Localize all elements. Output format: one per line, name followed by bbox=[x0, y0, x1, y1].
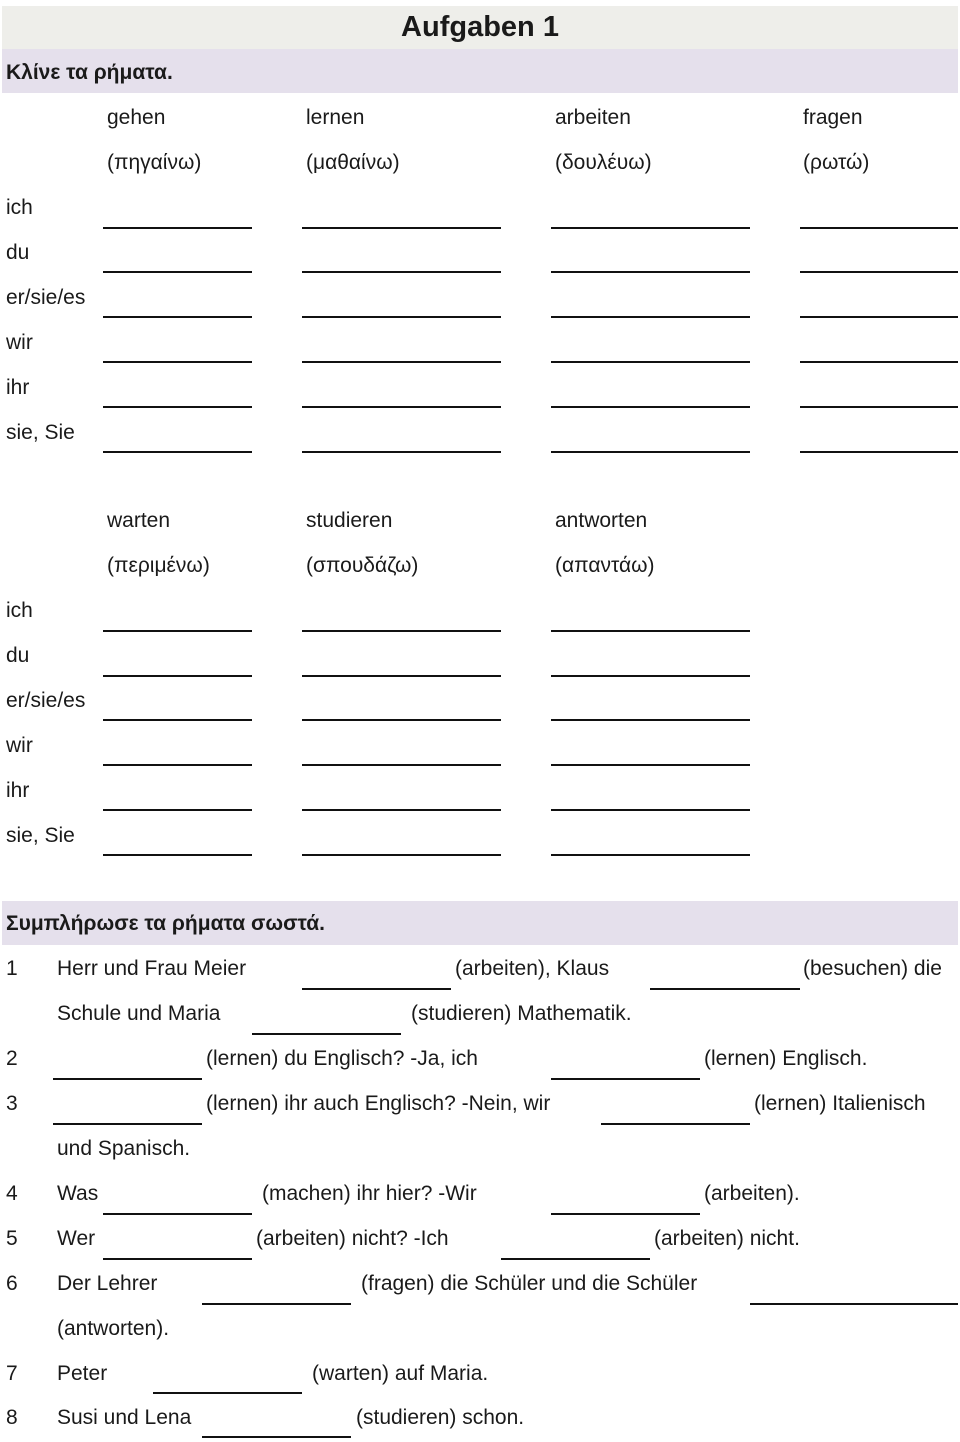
item-text: Wer bbox=[57, 1227, 96, 1250]
item-text: (arbeiten). bbox=[704, 1182, 800, 1205]
item-text: (studieren) Mathematik. bbox=[411, 1002, 632, 1025]
answer-blank[interactable] bbox=[103, 361, 252, 363]
item-text: (arbeiten) nicht. bbox=[654, 1227, 800, 1250]
answer-blank[interactable] bbox=[551, 630, 750, 632]
pronoun-label: ihr bbox=[6, 376, 30, 399]
answer-blank[interactable] bbox=[551, 764, 750, 766]
answer-blank[interactable] bbox=[551, 451, 750, 453]
answer-blank[interactable] bbox=[103, 406, 252, 408]
answer-blank[interactable] bbox=[551, 406, 750, 408]
answer-blank[interactable] bbox=[650, 988, 800, 990]
item-text: Susi und Lena bbox=[57, 1406, 192, 1429]
verb-header-studieren: studieren bbox=[306, 509, 393, 532]
item-text: Der Lehrer bbox=[57, 1272, 158, 1295]
item-number: 2 bbox=[6, 1047, 18, 1070]
verb-translation-arbeiten: (δουλέυω) bbox=[555, 151, 652, 174]
item-number: 8 bbox=[6, 1406, 18, 1429]
answer-blank[interactable] bbox=[551, 854, 750, 856]
item-text: (studieren) schon. bbox=[356, 1406, 525, 1429]
pronoun-label: er/sie/es bbox=[6, 689, 86, 712]
answer-blank[interactable] bbox=[601, 1123, 750, 1125]
answer-blank[interactable] bbox=[302, 630, 501, 632]
verb-translation-warten: (περιμένω) bbox=[107, 554, 210, 577]
pronoun-label: du bbox=[6, 241, 30, 264]
section2-instruction: Συμπλήρωσε τα ρήματα σωστά. bbox=[6, 912, 326, 935]
answer-blank[interactable] bbox=[800, 271, 958, 273]
answer-blank[interactable] bbox=[302, 451, 501, 453]
verb-header-fragen: fragen bbox=[803, 106, 863, 129]
section1-instruction: Κλίνε τα ρήματα. bbox=[6, 61, 173, 84]
verb-translation-fragen: (ρωτώ) bbox=[803, 151, 870, 174]
item-text: (arbeiten), Klaus bbox=[455, 957, 610, 980]
pronoun-label: du bbox=[6, 644, 30, 667]
answer-blank[interactable] bbox=[551, 1213, 700, 1215]
pronoun-label: ich bbox=[6, 196, 33, 219]
verb-header-gehen: gehen bbox=[107, 106, 166, 129]
verb-translation-studieren: (σπουδάζω) bbox=[306, 554, 419, 577]
answer-blank[interactable] bbox=[302, 406, 501, 408]
answer-blank[interactable] bbox=[551, 675, 750, 677]
item-text: (besuchen) die bbox=[803, 957, 942, 980]
item-number: 7 bbox=[6, 1362, 18, 1385]
answer-blank[interactable] bbox=[302, 675, 501, 677]
answer-blank[interactable] bbox=[103, 764, 252, 766]
answer-blank[interactable] bbox=[103, 630, 252, 632]
answer-blank[interactable] bbox=[551, 361, 750, 363]
answer-blank[interactable] bbox=[800, 406, 958, 408]
item-text: und Spanisch. bbox=[57, 1137, 191, 1160]
answer-blank[interactable] bbox=[53, 1078, 202, 1080]
verb-translation-gehen: (πηγαίνω) bbox=[107, 151, 202, 174]
pronoun-label: sie, Sie bbox=[6, 421, 75, 444]
verb-header-arbeiten: arbeiten bbox=[555, 106, 631, 129]
pronoun-label: ich bbox=[6, 599, 33, 622]
pronoun-label: ihr bbox=[6, 779, 30, 802]
answer-blank[interactable] bbox=[103, 719, 252, 721]
item-text: (antworten). bbox=[57, 1317, 170, 1340]
answer-blank[interactable] bbox=[551, 316, 750, 318]
item-text: (machen) ihr hier? -Wir bbox=[262, 1182, 477, 1205]
answer-blank[interactable] bbox=[252, 1033, 401, 1035]
answer-blank[interactable] bbox=[103, 1258, 252, 1260]
item-text: (lernen) Englisch. bbox=[704, 1047, 868, 1070]
answer-blank[interactable] bbox=[103, 316, 252, 318]
answer-blank[interactable] bbox=[302, 361, 501, 363]
item-text: Herr und Frau Meier bbox=[57, 957, 247, 980]
item-number: 5 bbox=[6, 1227, 18, 1250]
item-number: 1 bbox=[6, 957, 18, 980]
pronoun-label: wir bbox=[6, 734, 33, 757]
answer-blank[interactable] bbox=[103, 675, 252, 677]
answer-blank[interactable] bbox=[153, 1392, 302, 1394]
answer-blank[interactable] bbox=[551, 1078, 700, 1080]
answer-blank[interactable] bbox=[302, 764, 501, 766]
item-text: (lernen) du Englisch? -Ja, ich bbox=[206, 1047, 478, 1070]
answer-blank[interactable] bbox=[202, 1436, 351, 1438]
answer-blank[interactable] bbox=[551, 271, 750, 273]
item-text: (arbeiten) nicht? -Ich bbox=[256, 1227, 449, 1250]
verb-translation-lernen: (μαθαίνω) bbox=[306, 151, 400, 174]
answer-blank[interactable] bbox=[103, 854, 252, 856]
answer-blank[interactable] bbox=[302, 271, 501, 273]
item-text: (warten) auf Maria. bbox=[312, 1362, 489, 1385]
answer-blank[interactable] bbox=[800, 451, 958, 453]
answer-blank[interactable] bbox=[302, 316, 501, 318]
answer-blank[interactable] bbox=[53, 1123, 202, 1125]
answer-blank[interactable] bbox=[103, 809, 252, 811]
item-text: Peter bbox=[57, 1362, 108, 1385]
item-text: (lernen) ihr auch Englisch? -Nein, wir bbox=[206, 1092, 551, 1115]
answer-blank[interactable] bbox=[302, 854, 501, 856]
item-text: Schule und Maria bbox=[57, 1002, 221, 1025]
answer-blank[interactable] bbox=[551, 809, 750, 811]
item-number: 3 bbox=[6, 1092, 18, 1115]
answer-blank[interactable] bbox=[103, 1213, 252, 1215]
verb-header-antworten: antworten bbox=[555, 509, 648, 532]
answer-blank[interactable] bbox=[302, 988, 451, 990]
item-text: (lernen) Italienisch bbox=[754, 1092, 926, 1115]
answer-blank[interactable] bbox=[800, 227, 958, 229]
item-text: Was bbox=[57, 1182, 99, 1205]
answer-blank[interactable] bbox=[800, 361, 958, 363]
pronoun-label: sie, Sie bbox=[6, 824, 75, 847]
answer-blank[interactable] bbox=[302, 227, 501, 229]
answer-blank[interactable] bbox=[302, 719, 501, 721]
answer-blank[interactable] bbox=[302, 809, 501, 811]
answer-blank[interactable] bbox=[551, 719, 750, 721]
answer-blank[interactable] bbox=[103, 227, 252, 229]
page-title: Aufgaben 1 bbox=[401, 11, 559, 43]
verb-header-warten: warten bbox=[107, 509, 171, 532]
item-number: 6 bbox=[6, 1272, 18, 1295]
verb-translation-antworten: (απαντάω) bbox=[555, 554, 655, 577]
answer-blank[interactable] bbox=[800, 316, 958, 318]
answer-blank[interactable] bbox=[103, 451, 252, 453]
pronoun-label: wir bbox=[6, 331, 33, 354]
item-number: 4 bbox=[6, 1182, 18, 1205]
answer-blank[interactable] bbox=[202, 1303, 351, 1305]
verb-header-lernen: lernen bbox=[306, 106, 365, 129]
answer-blank[interactable] bbox=[551, 227, 750, 229]
answer-blank[interactable] bbox=[103, 271, 252, 273]
item-text: (fragen) die Schüler und die Schüler bbox=[361, 1272, 698, 1295]
answer-blank[interactable] bbox=[750, 1303, 958, 1305]
answer-blank[interactable] bbox=[501, 1258, 650, 1260]
pronoun-label: er/sie/es bbox=[6, 286, 86, 309]
